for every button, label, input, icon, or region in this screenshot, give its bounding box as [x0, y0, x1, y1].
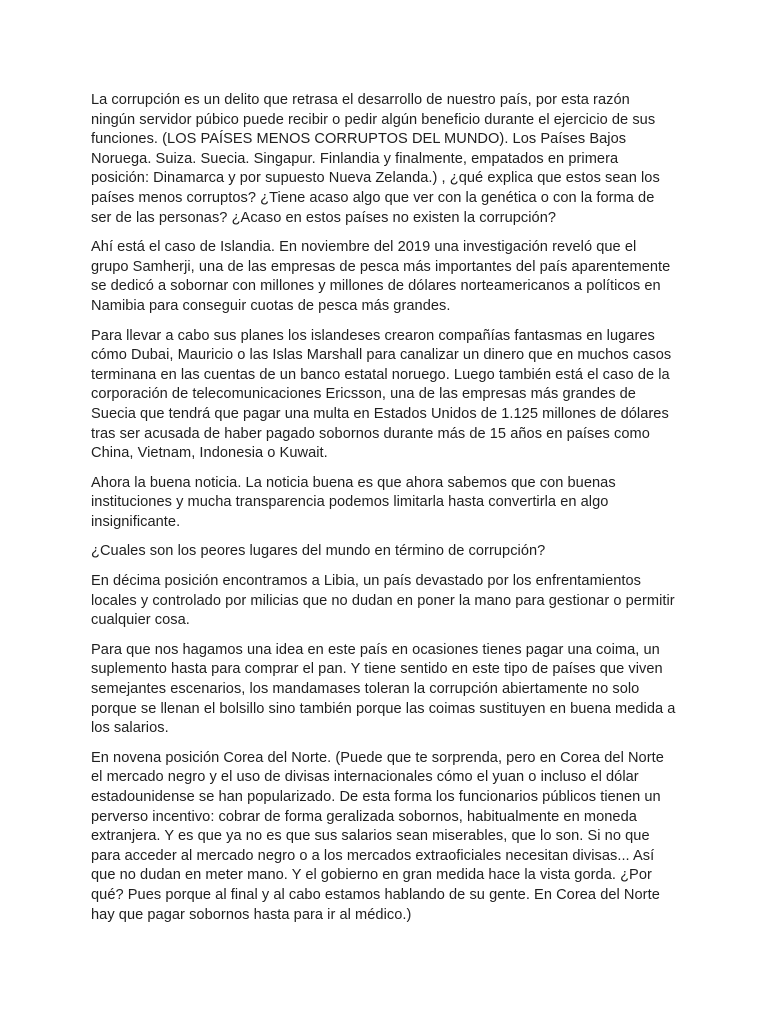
paragraph-buena-noticia: Ahora la buena noticia. La noticia buena es que ahora sabemos que con buenas instituciones y mucha transparencia podemos limitarla hasta convertirla en algo insignificante. [91, 474, 616, 530]
paragraph-intro: La corrupción es un delito que retrasa el desarrollo de nuestro país, por esta razón ningún servidor púbico puede recibir o pedir algún beneficio durante el ejercicio de sus funciones. (LOS PAÍSES MENOS CORRUPTOS DEL MUNDO). Los Países Bajos Noruega. Suiza. Suecia. Singapur. Finlandia y finalmente, empatados en primera posición: Dinamarca y por supuesto Nueva Zelanda.) , ¿qué explica que estos sean los países menos corruptos? ¿Tiene acaso algo que ver con la genética o con la forma de ser de las personas? ¿Acaso en estos países no existen la corrupción? [91, 92, 660, 226]
paragraph-libia: En décima posición encontramos a Libia, un país devastado por los enfrentamientos locales y controlado por milicias que no dudan en poner la mano para gestionar o permitir cualquier cosa. [91, 573, 675, 629]
paragraph-coima: Para que nos hagamos una idea en este país en ocasiones tienes pagar una coima, un suplemento hasta para comprar el pan. Y tiene sentido en este tipo de países que viven semejantes escenarios, los mandamases toleran la corrupción abiertamente no solo porque se llenan el bolsillo sino también porque las coimas sustituyen en buena medida a los salarios. [91, 641, 676, 737]
paragraph-pregunta-peores-lugares: ¿Cuales son los peores lugares del mundo en término de corrupción? [91, 543, 546, 560]
document-body [91, 91, 677, 935]
paragraph-companias-fantasmas: Para llevar a cabo sus planes los islandeses crearon compañías fantasmas en lugares cómo Dubai, Mauricio o las Islas Marshall para canalizar un dinero que en muchos casos terminana en las cuentas de un banco estatal noruego. Luego también está el caso de la corporación de telecomunicaciones Ericsson, una de las empresas más grandes de Suecia que tendrá que pagar una multa en Estados Unidos de 1.125 millones de dólares tras ser acusada de haber pagado sobornos durante más de 15 años en países como China, Vietnam, Indonesia o Kuwait. [91, 327, 672, 462]
paragraph-islandia: Ahí está el caso de Islandia. En noviembre del 2019 una investigación reveló que el grupo Samherji, una de las empresas de pesca más importantes del país aparentemente se dedicó a sobornar con millones y millones de dólares norteamericanos a políticos en Namibia para conseguir cuotas de pesca más grandes. [91, 239, 671, 314]
paragraph-corea-del-norte: En novena posición Corea del Norte. (Puede que te sorprenda, pero en Corea del Norte el mercado negro y el uso de divisas internacionales cómo el yuan o incluso el dólar estadounidense se han popularizado. De esta forma los funcionarios públicos tienen un perverso incentivo: cobrar de forma geralizada sobornos, habitualmente en moneda extranjera. Y es que ya no es que sus salarios sean miserables, que lo son. Si no que para acceder al mercado negro o a los mercados extraoficiales necesitan divisas... Así que no dudan en meter mano. Y el gobierno en gran medida hace la vista gorda. ¿Por qué? Pues porque al final y al cabo estamos hablando de su gente. En Corea del Norte hay que pagar sobornos hasta para ir al médico.) [91, 749, 664, 923]
